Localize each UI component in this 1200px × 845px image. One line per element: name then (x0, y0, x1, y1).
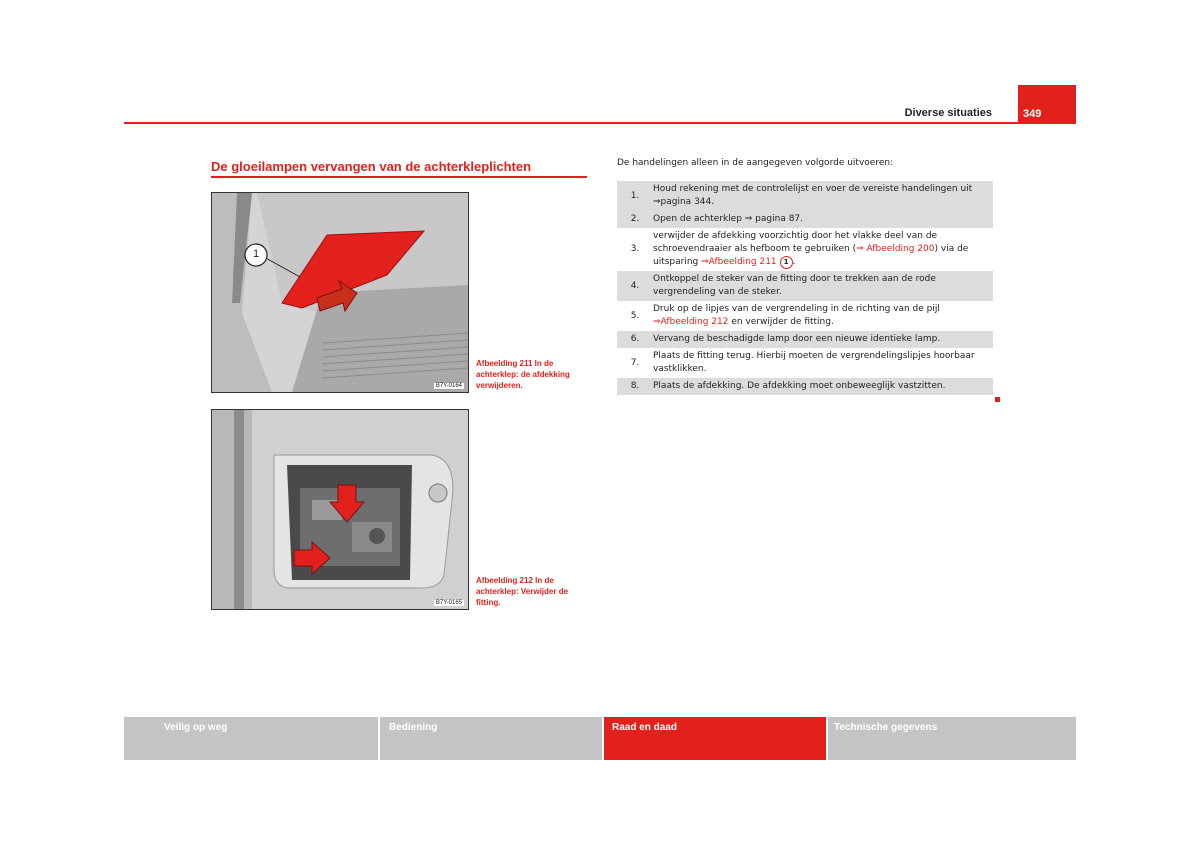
callout-marker-1: 1 (780, 256, 793, 269)
figure-211-tailgate-cover (211, 192, 469, 393)
step-row (617, 211, 993, 228)
steps-table (617, 181, 993, 395)
step-row (617, 181, 993, 211)
step-text: Plaats de afdekking. De afdekking moet onbeweeglijk vastzitten. (653, 381, 946, 391)
section-end-marker (995, 397, 1000, 402)
step-text: Vervang de beschadigde lamp door een nieuwe identieke lamp. (653, 334, 941, 344)
chapter-title: Diverse situaties (904, 107, 992, 119)
figure-211-illustration (212, 193, 468, 392)
nav-tab-label: Veilig op weg (164, 722, 228, 733)
step-text (653, 230, 993, 269)
step-row (617, 271, 993, 301)
step-text (653, 303, 993, 329)
nav-tab-label: Raad en daad (612, 722, 678, 733)
step-row (617, 228, 993, 271)
figure-211-link[interactable]: ⇒Afbeelding 211 (701, 257, 777, 267)
section-rule (211, 176, 587, 178)
figure-212-bulb-holder (211, 409, 469, 610)
nav-tab-technische-gegevens[interactable] (828, 717, 1076, 760)
step-text: Open de achterklep ⇒ pagina 87. (653, 214, 804, 224)
header-rule (124, 122, 1076, 124)
step-number: 8. (630, 381, 640, 391)
step-text-part: ) via de uitsparing (653, 244, 969, 267)
step-row (617, 378, 993, 395)
step-row (617, 348, 993, 378)
step-text: Ontkoppel de steker van de fitting door te trekken aan de rode vergrendeling van de steker. (653, 274, 936, 297)
step-number: 6. (630, 334, 640, 344)
figure-212-illustration (212, 410, 468, 609)
step-text-part: Druk op de lipjes van de vergrendeling in de richting van de pijl (653, 304, 940, 314)
step-number: 5. (630, 310, 640, 321)
step-text: Houd rekening met de controlelijst en voer de vereiste handelingen uit ⇒pagina 344. (653, 184, 973, 207)
step-number: 4. (630, 280, 640, 291)
step-number: 2. (630, 214, 640, 224)
section-title: De gloeilampen vervangen van de achterkleplichten (211, 159, 532, 174)
step-text-part: verwijder de afdekking voorzichtig door het vlakke deel van de schroevendraaier als hefboom te gebruiken ( (653, 231, 938, 254)
step-text-part: en verwijder de fitting. (728, 317, 834, 327)
figure-code: B7Y-0164 (435, 383, 462, 389)
nav-tab-label: Bediening (389, 722, 438, 733)
figure-211-caption: Afbeelding 211 In de achterklep: de afdekking verwijderen. (476, 359, 570, 390)
callout-marker-1: 1 (252, 248, 260, 260)
step-number: 7. (630, 357, 640, 368)
nav-tab-raad-en-daad[interactable] (604, 717, 826, 760)
figure-code: B7Y-0165 (435, 600, 462, 606)
figure-212-link[interactable]: ⇒Afbeelding 212 (653, 317, 729, 327)
step-text-part: . (792, 257, 796, 267)
nav-tab-bediening[interactable] (380, 717, 602, 760)
step-row (617, 331, 993, 348)
step-row (617, 301, 993, 331)
step-number: 1. (630, 190, 640, 201)
nav-tab-label: Technische gegevens (834, 722, 938, 733)
figure-200-link[interactable]: ⇒ Afbeelding 200 (856, 244, 935, 254)
step-text: Plaats de fitting terug. Hierbij moeten de vergrendelingslipjes hoorbaar vastklikken. (653, 351, 975, 374)
instructions-intro: De handelingen alleen in de aangegeven volgorde uitvoeren: (617, 158, 894, 168)
figure-212-caption: Afbeelding 212 In de achterklep: Verwijder de fitting. (476, 576, 569, 607)
page-number: 349 (1023, 108, 1042, 120)
step-number: 3. (630, 244, 640, 254)
nav-tab-veilig-op-weg[interactable] (124, 717, 378, 760)
